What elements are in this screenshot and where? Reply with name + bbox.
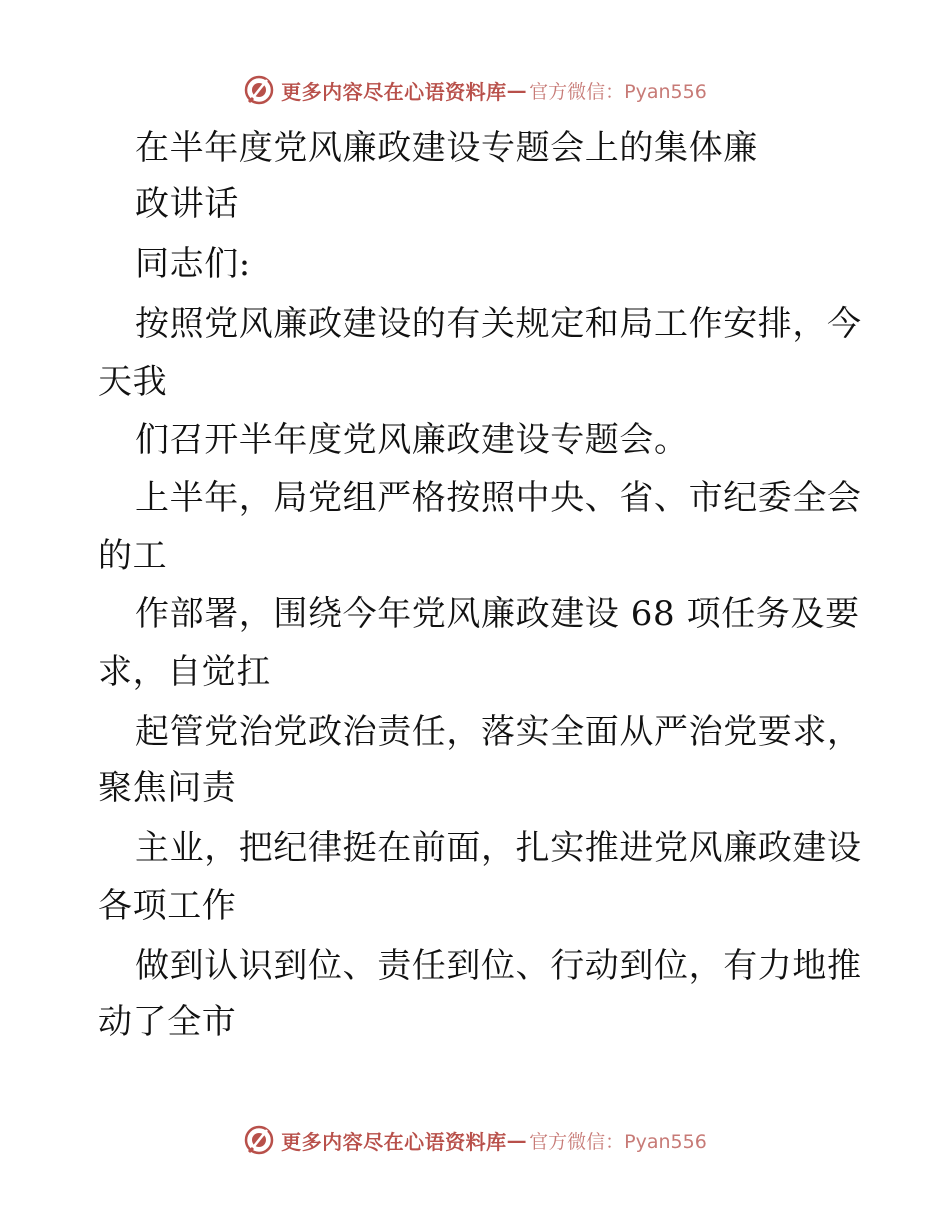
- doc-line: 主业，把纪律挺在前面，扎实推进党风廉政建设: [135, 828, 862, 868]
- watermark-suffix-text: 官方微信：Pyan556: [529, 1130, 707, 1153]
- doc-line: 聚焦问责: [98, 768, 237, 808]
- doc-line: 作部署，围绕今年党风廉政建设 68 项任务及要: [135, 594, 860, 634]
- watermark-suffix-text: 官方微信：Pyan556: [529, 80, 707, 103]
- watermark-dash: —: [506, 78, 528, 102]
- watermark-dash: —: [506, 1128, 528, 1152]
- doc-title-line-2: 政讲话: [135, 184, 239, 224]
- watermark-main-text: 更多内容尽在心语资料库: [281, 79, 507, 104]
- doc-salutation: 同志们:: [135, 244, 251, 284]
- doc-line: 的工: [98, 536, 168, 576]
- watermark-main-text: 更多内容尽在心语资料库: [281, 1129, 507, 1154]
- doc-line: 做到认识到位、责任到位、行动到位，有力地推: [135, 946, 862, 986]
- doc-line: 按照党风廉政建设的有关规定和局工作安排，今: [135, 304, 862, 344]
- doc-line: 天我: [98, 362, 168, 402]
- footer-watermark: [0, 1120, 950, 1160]
- doc-line: 上半年，局党组严格按照中央、省、市纪委全会: [135, 478, 862, 518]
- doc-title-line-1: 在半年度党风廉政建设专题会上的集体廉: [135, 128, 758, 168]
- doc-line: 起管党治党政治责任，落实全面从严治党要求，: [135, 712, 862, 752]
- doc-line: 们召开半年度党风廉政建设专题会。: [135, 420, 689, 460]
- doc-line: 动了全市: [98, 1002, 237, 1042]
- header-watermark: [0, 70, 950, 110]
- doc-line: 求，自觉扛: [98, 652, 271, 692]
- doc-line: 各项工作: [98, 886, 237, 926]
- pen-seal-icon: [243, 1124, 275, 1156]
- pen-seal-icon: [243, 74, 275, 106]
